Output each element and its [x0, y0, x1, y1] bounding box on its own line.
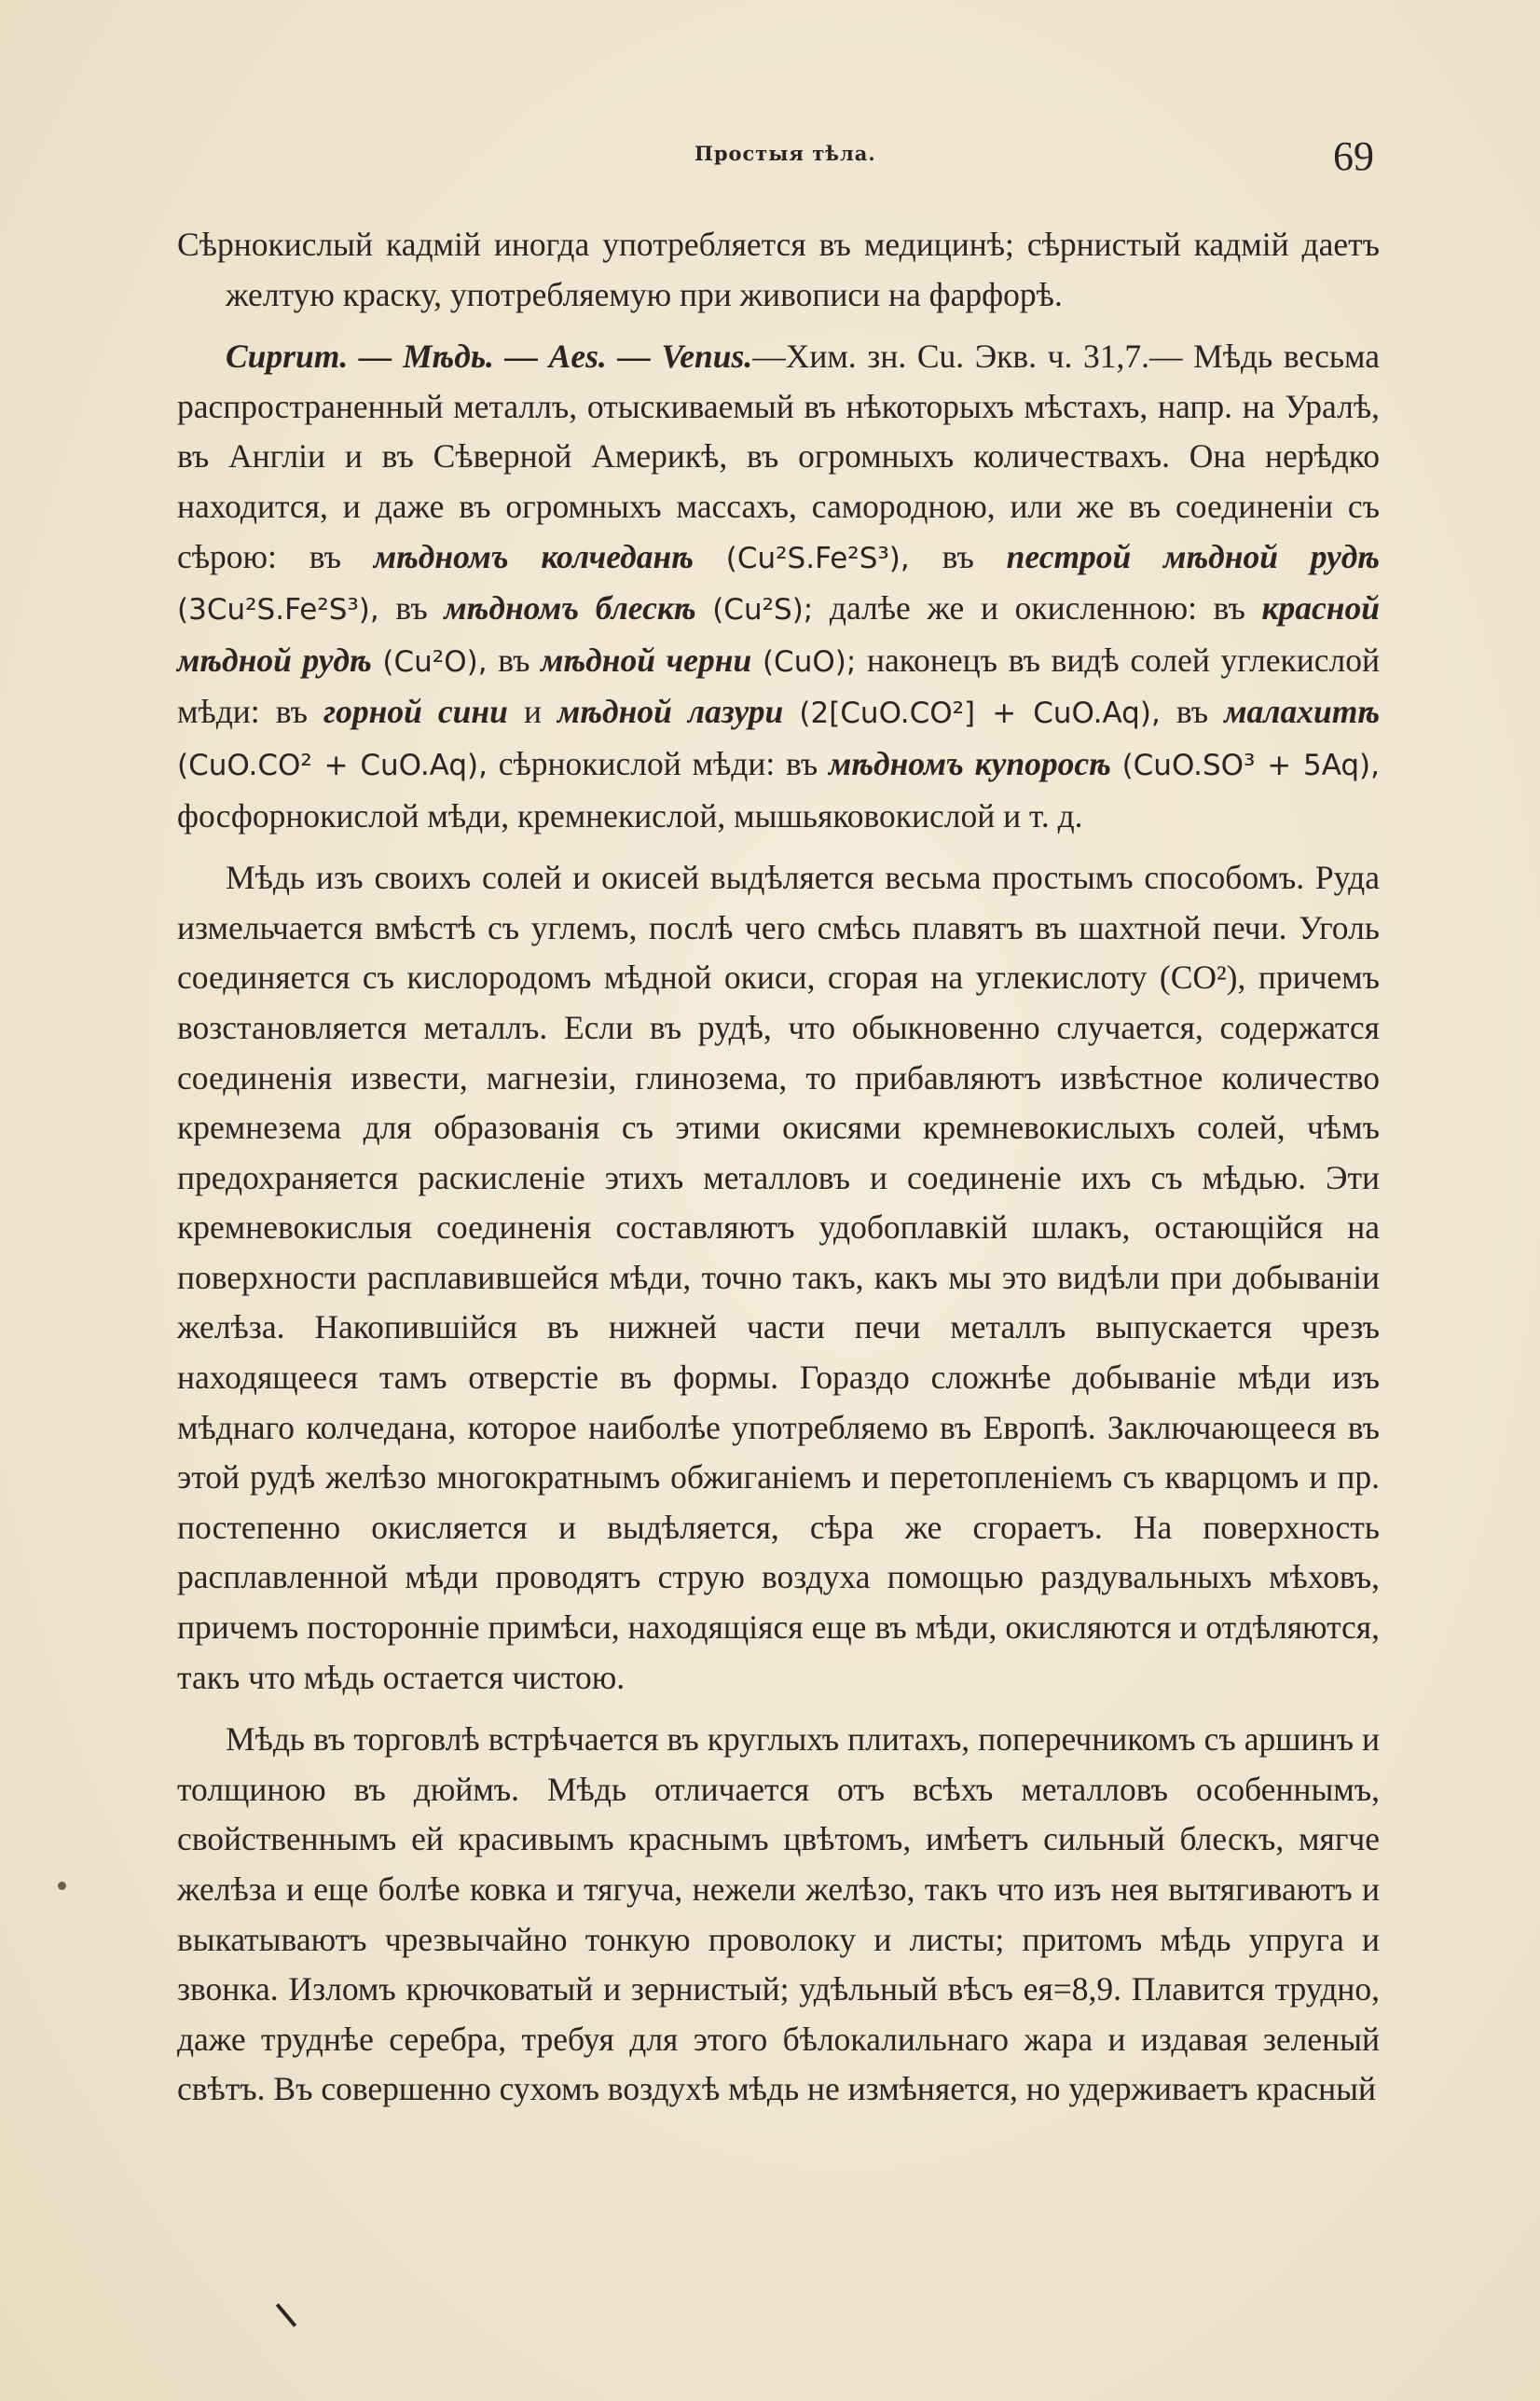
paragraph-copper-extraction: Мѣдь изъ своихъ солей и окисей выдѣляется весьма простымъ способомъ. Руда измельчается вмѣстѣ съ углемъ, послѣ чего смѣсь плавятъ въ шахтной печи. Уголь соединяется съ кислородомъ мѣдной окиси, сгорая на углекислоту (CO²), причемъ возстановляется металлъ. Если въ рудѣ, что обыкновенно случается, содержатся соединенія извести, магнезіи, глинозема, то прибавляютъ извѣстное количество кремнезема для образованія съ этими окисями кремневокислыхъ солей, чѣмъ предохраняется раскисленіе этихъ металловъ и соединеніе ихъ съ мѣдью. Эти кремневокислыя соединенія составляютъ удобоплавкій шлакъ, остающійся на поверхности расплавившейся мѣди, точно такъ, какъ мы это видѣли при добываніи желѣза. Накопившійся въ нижней части печи металлъ выпускается чрезъ находящееся тамъ отверстіе въ формы. Гораздо сложнѣе добываніе мѣди изъ мѣднаго колчедана, которое наиболѣе употребляемо въ Европѣ. Заключающееся въ этой рудѣ желѣзо многократнымъ обжиганіемъ и перетопленіемъ съ кварцомъ и пр. постепенно окисляется и выдѣляется, сѣра же сгораетъ. На поверхность расплавленной мѣди проводятъ струю воздуха помощью раздувальныхъ мѣховъ, причемъ посторонніе примѣси, находящіяся еще въ мѣди, окисляются и отдѣляются, такъ что мѣдь остается чистою. — [177, 859, 1380, 1696]
running-title: Простыя тѣла. — [694, 142, 876, 165]
mineral-name: малахитѣ — [1224, 693, 1381, 731]
text-fragment: сѣрнокислой мѣди: въ — [487, 744, 830, 782]
page-number: 69 — [1333, 133, 1374, 179]
body-text — [177, 220, 1380, 2115]
mineral-name: мѣдномъ колчеданѣ — [373, 537, 694, 575]
text-fragment: и — [507, 693, 558, 731]
paragraph-cadmium-uses: Сѣрнокислый кадмій иногда употребляется въ медицинѣ; сѣрнистый кадмій даетъ желтую краску, употребляемую при живописи на фарфорѣ. — [177, 226, 1380, 313]
chemical-formula: (CuO.SO³ + 5Aq), — [1121, 748, 1380, 782]
running-head — [0, 133, 1540, 179]
text-fragment: въ — [378, 589, 445, 628]
chemical-formula: (3Cu²S.Fe²S³), — [177, 593, 379, 628]
chemical-formula: (Cu²O), — [382, 644, 488, 679]
ink-speck — [58, 1882, 66, 1890]
mineral-name: мѣдной лазури — [557, 693, 784, 731]
text-fragment: въ — [909, 537, 1007, 575]
text-fragment: далѣе же и окисленною: въ — [813, 589, 1262, 628]
text-fragment: въ — [1160, 693, 1225, 731]
text-fragment: въ — [487, 641, 542, 679]
text-fragment: наконецъ въ видѣ солей углекислой мѣди: въ — [177, 641, 1381, 731]
mineral-name: красной мѣдной рудѣ — [177, 589, 1380, 679]
copper-intro-text: —Хим. зн. Cu. Экв. ч. 31,7.— Мѣдь весьма распространенный металлъ, отыскиваемый въ нѣкоторыхъ мѣстахъ, напр. на Уралѣ, въ Англіи и въ Сѣверной Америкѣ, въ огромныхъ количествахъ. Она нерѣдко находится, и даже въ огромныхъ массахъ, самородною, или же въ соединеніи съ сѣрою: въ — [177, 338, 1380, 575]
chemical-formula: (CuO); — [762, 644, 857, 679]
paragraph-copper-properties: Мѣдь въ торговлѣ встрѣчается въ круглыхъ плитахъ, поперечникомъ съ аршинъ и толщиною въ дюймъ. Мѣдь отличается отъ всѣхъ металловъ особеннымъ, свойственнымъ ей красивымъ краснымъ цвѣтомъ, имѣетъ сильный блескъ, мягче желѣза и еще болѣе ковка и тягуча, нежели желѣзо, такъ что изъ нея вытягиваютъ и выкатываютъ чрезвычайно тонкую проволоку и листы; притомъ мѣдь упруга и звонка. Изломъ крючковатый и зернистый; удѣльный вѣсъ ея=8,9. Плавится трудно, даже труднѣе серебра, требуя для этого бѣлокалильнаго жара и издавая зеленый свѣтъ. Въ совершенно сухомъ воздухѣ мѣдь не измѣняется, но удерживаетъ красный — [177, 1720, 1380, 2108]
chemical-formula: (Cu²S); — [712, 593, 814, 628]
mineral-name: горной сини — [323, 693, 508, 731]
chemical-formula: (CuO.CO² + CuO.Aq), — [177, 748, 488, 782]
mineral-name: мѣдномъ блескѣ — [444, 589, 696, 628]
pencil-mark — [276, 2303, 296, 2327]
text-fragment: фосфорнокислой мѣди, кремнекислой, мышьяковокислой и т. д. — [177, 796, 1083, 835]
chemical-formula: (Cu²S.Fe²S³), — [725, 541, 910, 575]
paragraph-copper-occurrence — [177, 332, 1380, 841]
copper-names-heading: Cuprum. — Мѣдь. — Aes. — Venus. — [226, 338, 753, 376]
mineral-name: мѣдной черни — [541, 641, 752, 679]
chemical-formula: (2[CuO.CO²] + CuO.Aq), — [799, 697, 1161, 731]
mineral-name: мѣдномъ купоросѣ — [829, 744, 1111, 782]
mineral-name: пестрой мѣдной рудѣ — [1006, 537, 1380, 575]
